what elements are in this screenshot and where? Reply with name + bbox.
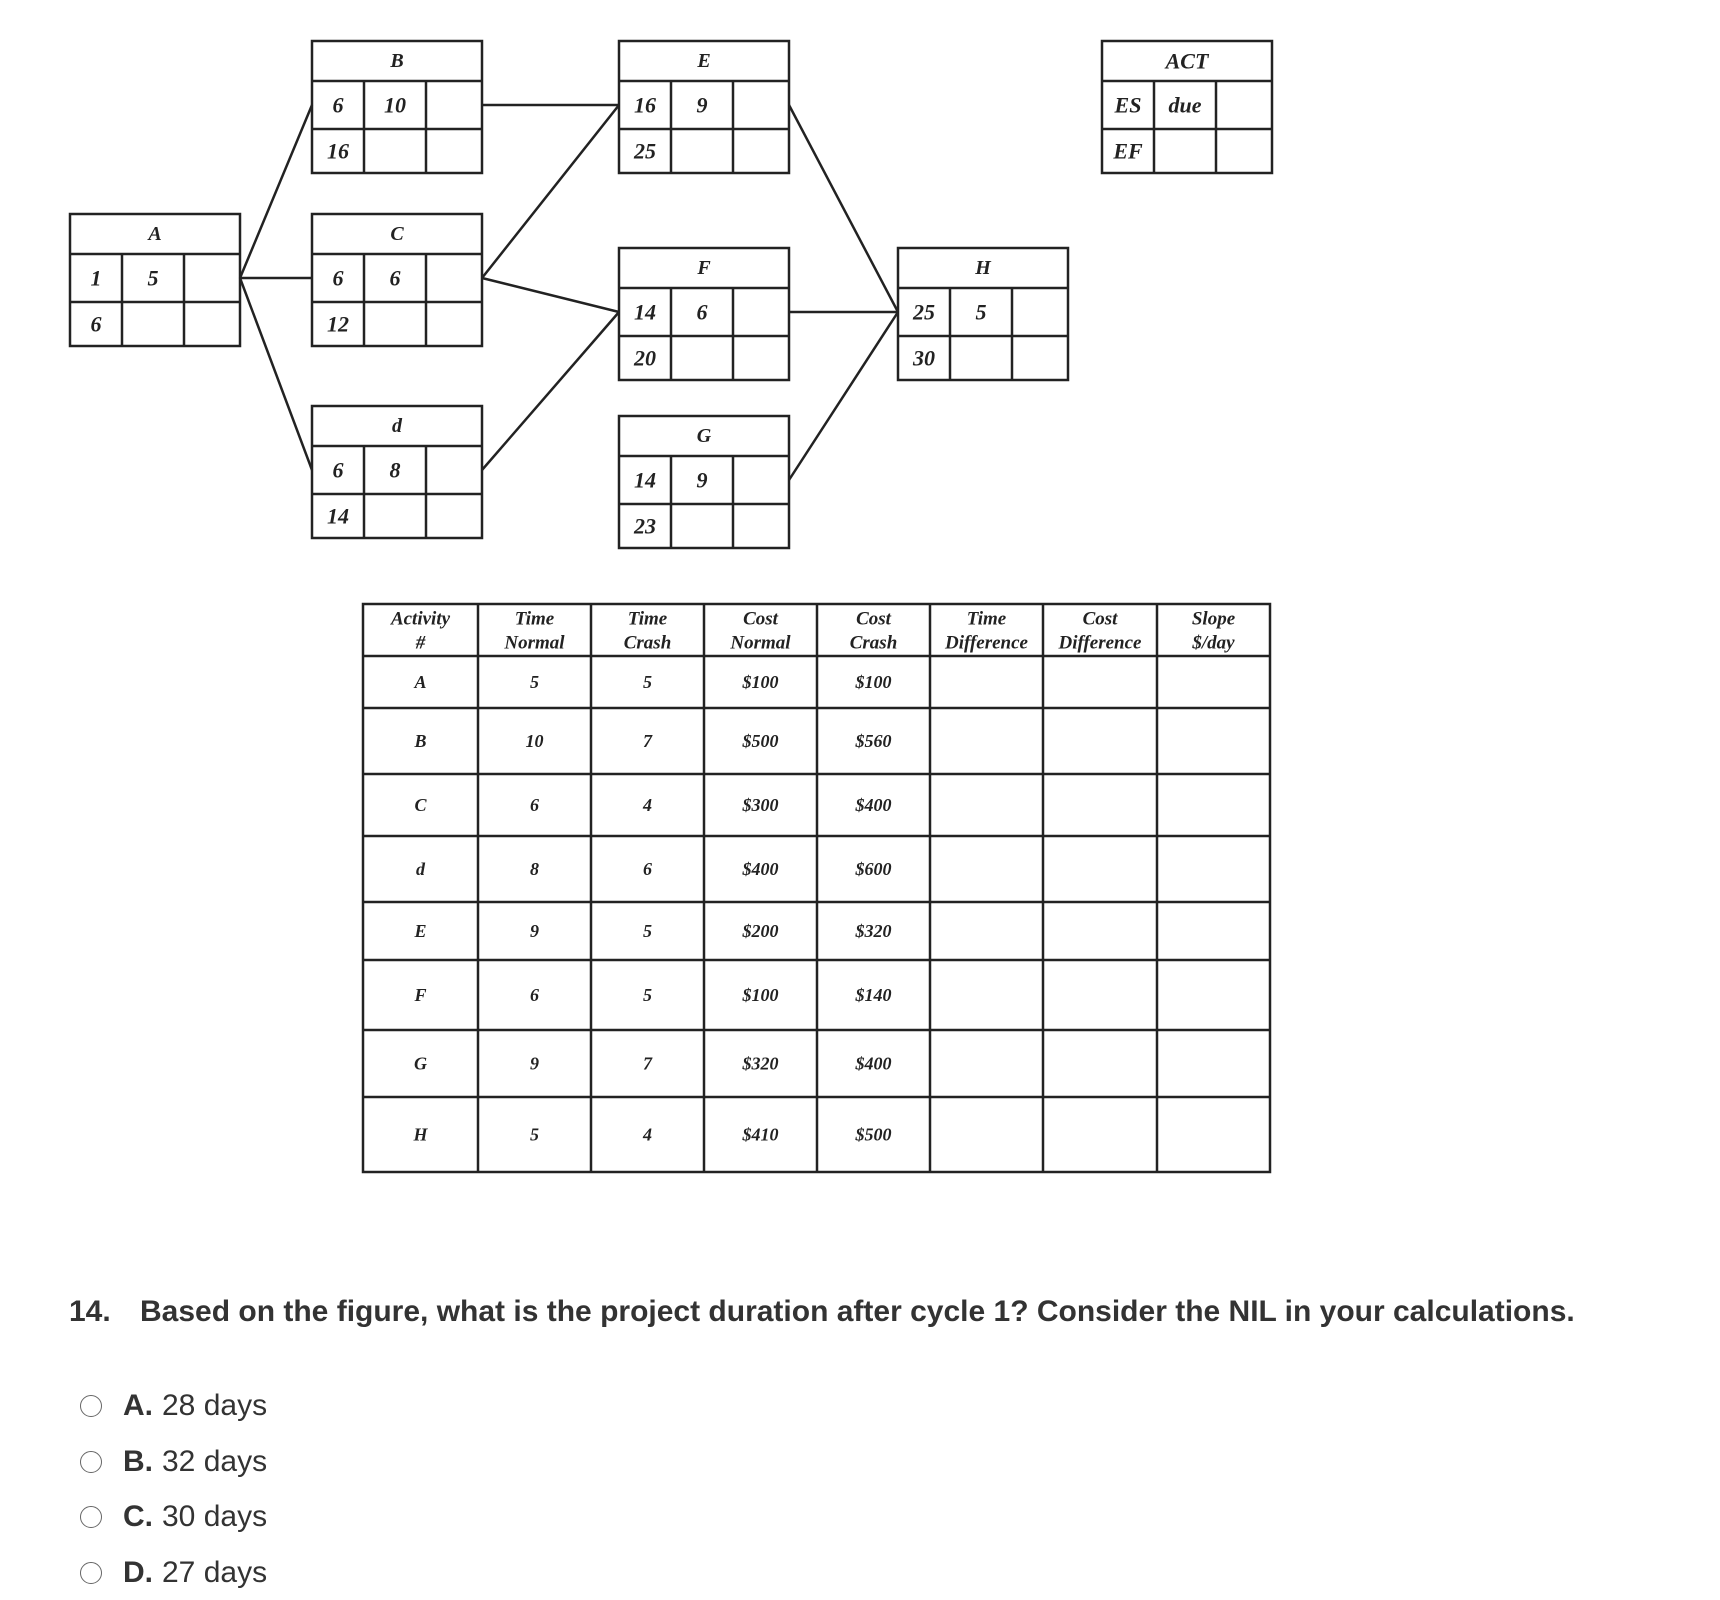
table-cell: $300 (742, 795, 779, 815)
question (69, 1295, 1575, 1329)
table-header-cell: Difference (1058, 632, 1142, 654)
node-early-finish: 23 (634, 513, 656, 539)
activity-node-E (619, 41, 789, 173)
node-label: E (697, 50, 711, 72)
table-header-cell: Slope (1191, 608, 1236, 630)
option-letter: A. (123, 1389, 153, 1422)
node-duration: 6 (696, 299, 708, 325)
legend-title: ACT (1165, 48, 1209, 74)
node-duration: 8 (389, 457, 401, 483)
node-early-finish: 6 (90, 311, 102, 337)
dependency-line (789, 312, 898, 480)
table-header-cell: Activity (390, 608, 451, 630)
activity-node-C (312, 214, 482, 346)
table-header-cell: Normal (504, 632, 565, 654)
table-cell: 9 (530, 921, 539, 941)
option-letter: B. (123, 1445, 153, 1478)
table-cell: $500 (742, 731, 779, 751)
table-cell: B (414, 731, 427, 751)
node-early-start: 6 (332, 457, 344, 483)
node-label: d (392, 415, 402, 437)
table-header-cell: Cost (743, 608, 778, 630)
table-cell: $320 (855, 921, 892, 941)
table-cell: 6 (643, 859, 652, 879)
table-header-cell: Time (514, 608, 555, 630)
radio-button[interactable] (80, 1451, 102, 1473)
table-cell: $400 (855, 795, 892, 815)
table-cell: 8 (530, 859, 539, 879)
option-text: 32 days (162, 1445, 268, 1478)
table-cell: C (414, 795, 427, 815)
node-early-finish: 14 (327, 503, 349, 529)
node-early-finish: 25 (634, 138, 656, 164)
node-early-start: 6 (332, 265, 344, 291)
table-cell: $410 (742, 1124, 779, 1145)
legend-es-label: ES (1114, 92, 1142, 118)
dependency-line (240, 105, 312, 278)
table-cell: $600 (855, 859, 892, 879)
table-cell: A (414, 672, 427, 692)
radio-button[interactable] (80, 1562, 102, 1584)
legend-ef-label: EF (1113, 138, 1143, 164)
crash-cost-table (363, 604, 1270, 1172)
option-letter: C. (123, 1500, 153, 1533)
table-cell: 10 (525, 731, 544, 751)
option-text: 30 days (162, 1500, 268, 1533)
table-header-cell: Cost (856, 608, 891, 630)
table-header-cell: Normal (730, 632, 791, 654)
option-letter: D. (123, 1556, 153, 1589)
dependency-line (482, 105, 619, 278)
dependency-line (482, 312, 619, 470)
option-text: 28 days (162, 1389, 268, 1422)
table-cell: 9 (530, 1053, 539, 1074)
table-header-cell: Time (627, 608, 668, 630)
node-early-finish: 16 (327, 138, 349, 164)
table-header-cell: $/day (1192, 632, 1235, 654)
table-cell: 7 (643, 1053, 652, 1074)
radio-button[interactable] (80, 1395, 102, 1417)
table-header-cell: Crash (849, 632, 898, 654)
table-cell: $560 (855, 731, 892, 751)
activity-node-G (619, 416, 789, 548)
node-duration: 5 (975, 299, 987, 325)
node-label: F (697, 257, 711, 279)
node-label: G (696, 425, 712, 447)
legend-node (1102, 41, 1272, 173)
node-early-start: 1 (90, 265, 102, 291)
node-duration: 9 (696, 92, 708, 118)
table-header-cell: Time (966, 608, 1007, 630)
table-cell: 7 (643, 731, 652, 751)
table-cell: 5 (530, 672, 539, 692)
table-header-cell: Difference (944, 632, 1029, 654)
activity-nodes (70, 41, 1068, 548)
table-header-cell: Crash (623, 632, 672, 654)
node-label: C (390, 223, 404, 245)
dependency-line (240, 278, 312, 470)
node-early-start: 25 (913, 299, 935, 325)
node-duration: 10 (384, 92, 406, 118)
node-early-finish: 12 (327, 311, 349, 337)
table-cell: $140 (855, 985, 892, 1005)
question-text: Based on the figure, what is the project duration after cycle 1? Consider the NIL in your calculations. (140, 1295, 1575, 1328)
table-cell: 4 (643, 1124, 652, 1145)
table-cell: $500 (855, 1124, 892, 1145)
node-duration: 5 (147, 265, 159, 291)
table-cell: 5 (643, 672, 652, 692)
table-cell: 4 (643, 795, 652, 815)
option-c[interactable] (80, 1495, 267, 1539)
node-label: H (975, 257, 991, 279)
table-cell: $200 (742, 921, 779, 941)
table-cell: H (413, 1124, 428, 1145)
table-cell: $100 (855, 672, 892, 692)
node-label: B (390, 50, 404, 72)
option-d[interactable] (80, 1551, 267, 1595)
node-early-start: 14 (634, 467, 656, 493)
dependency-line (789, 105, 898, 312)
node-duration: 6 (389, 265, 401, 291)
node-early-start: 6 (332, 92, 344, 118)
activity-node-F (619, 248, 789, 380)
table-cell: $400 (742, 859, 779, 879)
table-cell: 5 (530, 1124, 539, 1145)
table-cell: $100 (742, 985, 779, 1005)
question-number: 14. (69, 1295, 111, 1328)
table-cell: $400 (855, 1053, 892, 1074)
activity-node-H (898, 248, 1068, 380)
table-cell: E (414, 921, 427, 941)
table-header-cell: # (415, 632, 426, 654)
activity-node-A (70, 214, 240, 346)
table-cell: F (414, 985, 427, 1005)
option-text: 27 days (162, 1556, 268, 1589)
table-cell: $100 (742, 672, 779, 692)
table-cell: d (416, 859, 425, 879)
table-cell: $320 (742, 1053, 779, 1074)
node-early-start: 16 (634, 92, 656, 118)
option-b[interactable] (80, 1440, 267, 1484)
radio-button[interactable] (80, 1506, 102, 1528)
table-header-cell: Cost (1082, 608, 1118, 630)
table-cell: 5 (643, 985, 652, 1005)
node-early-finish: 20 (634, 345, 656, 371)
option-a[interactable] (80, 1384, 267, 1428)
node-label: A (148, 223, 162, 245)
node-early-start: 14 (634, 299, 656, 325)
activity-node-B (312, 41, 482, 173)
table-cell: 6 (530, 795, 539, 815)
legend-due-label: due (1168, 92, 1202, 118)
activity-node-d (312, 406, 482, 538)
node-early-finish: 30 (913, 345, 935, 371)
table-cell: G (414, 1053, 427, 1074)
dependency-line (482, 278, 619, 312)
table-cell: 5 (643, 921, 652, 941)
table-cell: 6 (530, 985, 539, 1005)
node-duration: 9 (696, 467, 708, 493)
